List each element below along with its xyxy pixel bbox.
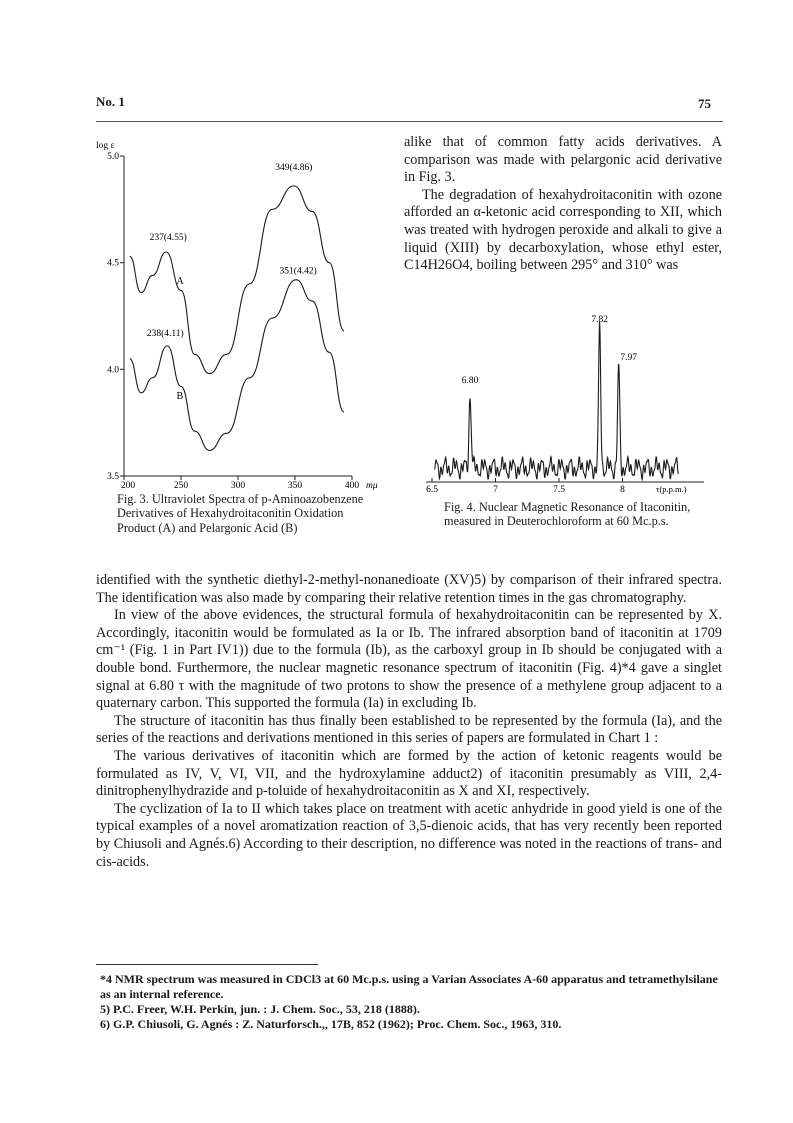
footnotes (100, 972, 722, 1032)
body-paragraph-2: In view of the above evidences, the structural formula of hexahydroitaconitin can be represented by X. Accordingly, itaconitin would be formulated as Ia or Ib. The infrared absorption band of itaconitin at 1709 cm⁻¹ (Fig. 1 in Part IV1)) due to the formula (Ib), as the carboxyl group in Ib should be conjugated with a double bond. Furthermore, the nuclear magnetic resonance spectrum of itaconitin (Fig. 4)*4 gave a singlet signal at 6.80 τ with the magnitude of two protons to show the presence of a methylene group adjacent to a quaternary carbon. This supported the formula (Ia) in excluding Ib. (96, 607, 722, 712)
fig3-y-label: log ε (96, 141, 115, 151)
journal-issue: No. 1 (96, 94, 125, 109)
fig4-x-tick-label: 6.5 (426, 485, 438, 495)
fig4-peak-label: 6.80 (461, 376, 479, 387)
fig3-axes (96, 141, 378, 491)
fig3-peak-label-b-low: 238(4.11) (146, 328, 184, 339)
fig3-y-tick-label: 3.5 (107, 472, 119, 482)
fig3-peak-label-a-low: 237(4.55) (149, 233, 187, 243)
fig4-nmr-trace (435, 322, 679, 480)
body-paragraph-4: The various derivatives of itaconitin which are formed by the action of ketonic reagents would be formulated as IV, V, VI, VII, and the hydroxylamine adduct2) of itaconitin presumably as VIII, 2,4-dinitrophenylhydrazide and p-toluide of hexahydroitaconitin as X and XI, respectively. (96, 747, 722, 800)
fig3-x-tick-label: 300 (230, 481, 246, 491)
footnote-4: *4 NMR spectrum was measured in CDCl3 at 60 Mc.p.s. using a Varian Associates A-60 apparatus and tetramethylsilane as an internal reference. (100, 972, 718, 1001)
fig3-x-tick-label: 200 (120, 481, 136, 491)
fig4-x-tick-label: 8 (620, 485, 625, 495)
footnote-5: 5) P.C. Freer, W.H. Perkin, jun. : J. Chem. Soc., 53, 218 (1888). (100, 1002, 420, 1016)
fig3-series-A (130, 186, 344, 374)
fig3-uv-chart (86, 134, 378, 498)
fig3-series-B (130, 280, 344, 451)
fig4-x-unit: τ(p.p.m.) (656, 484, 687, 494)
fig3-series-label-b: B (176, 391, 184, 403)
page-number: 75 (698, 96, 711, 111)
fig3-x-tick-label: 350 (287, 481, 303, 491)
fig4-x-tick-label: 7 (493, 485, 498, 495)
body-paragraph-5: The cyclization of Ia to II which takes place on treatment with acetic anhydride in good yield is one of the typical examples of a novel aromatization reaction of 3,5-dienoic acids, that has very recently been reported by Chiusoli and Agnés.6) According to their description, no difference was noted in the reactions of trans- and cis-acids. (96, 800, 722, 870)
fig3-caption-text: Ultraviolet Spectra of p-Aminoazobenzene Derivatives of Hexahydroitaconitin Oxidation Product (A) and Pelargonic Acid (B) (117, 492, 364, 535)
fig3-caption-label: Fig. 3. (117, 492, 149, 506)
fig4-labels (462, 315, 637, 386)
body-paragraph-3: The structure of itaconitin has thus finally been established to be represented by the formula (Ia), and the series of the reactions and derivations mentioned in this series of papers are formulated in Chart 1 : (96, 712, 722, 747)
fig3-x-tick-label: 400 (344, 481, 360, 491)
fig3-x-tick-label: 250 (173, 481, 189, 491)
fig3-series-label-a: A (176, 276, 184, 287)
fig3-x-unit: mμ (366, 481, 378, 491)
fig4-peak-label: 7.82 (591, 315, 608, 325)
right-paragraph-1: alike that of common fatty acids derivatives. A comparison was made with pelargonic acid derivative in Fig. 3. (404, 134, 722, 186)
footnote-6: 6) G.P. Chiusoli, G. Agnés : Z. Naturforsch.,, 17B, 852 (1962); Proc. Chem. Soc., 1963, 310. (100, 1017, 562, 1031)
fig4-x-tick-label: 7.5 (553, 485, 565, 495)
fig3-peak-label-b-high: 351(4.42) (279, 266, 317, 277)
fig4-axes (426, 478, 704, 495)
fig4-caption-text: Nuclear Magnetic Resonance of Itaconitin, measured in Deuterochloroform at 60 Mc.p.s. (444, 500, 691, 529)
header-rule (96, 121, 723, 122)
fig3-series (130, 186, 344, 451)
body-paragraph-1: identified with the synthetic diethyl-2-methyl-nonanedioate (XV)5) by comparison of their infrared spectra. The identification was also made by comparing their relative retention times in the gas chromatography. (96, 572, 722, 606)
body-text (96, 572, 722, 871)
fig4-caption (444, 500, 712, 529)
fig3-y-tick-label: 4.0 (107, 365, 119, 376)
fig4-nmr-chart (420, 296, 716, 496)
fig3-y-tick-label: 5.0 (107, 152, 119, 162)
right-column-text (404, 134, 722, 275)
fig3-peak-label-a-high: 349(4.86) (275, 162, 313, 173)
fig4-caption-label: Fig. 4. (444, 500, 476, 514)
fig3-y-tick-label: 4.5 (107, 258, 119, 269)
fig4-peak-label: 7.97 (620, 353, 638, 364)
fig3-caption (117, 492, 369, 535)
right-paragraph-2: The degradation of hexahydroitaconitin with ozone afforded an α-ketonic acid corresponding to XII, which was treated with hydrogen peroxide and alkali to give a liquid (XIII) by decarboxylation, whose ethyl ester, C14H26O4, boiling between 295° and 310° was (404, 186, 722, 274)
footnote-rule (96, 964, 318, 965)
